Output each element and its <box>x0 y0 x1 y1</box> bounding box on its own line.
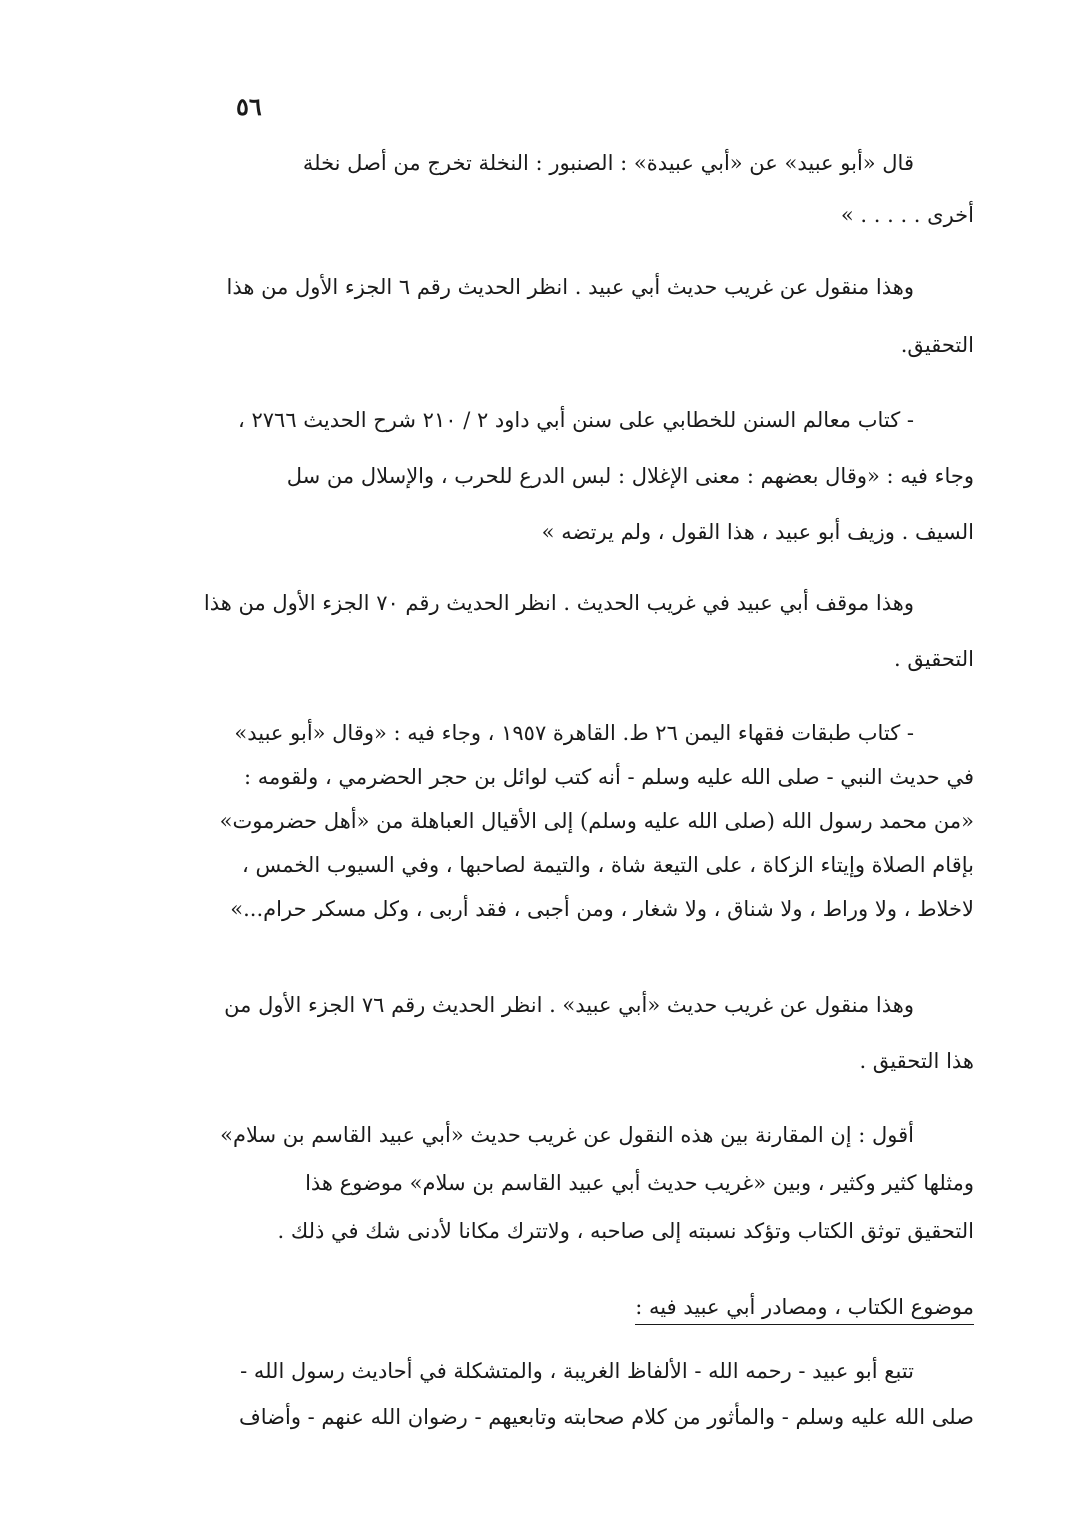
paragraph-line: وجاء فيه : «وقال بعضهم : معنى الإغلال : لبس الدرع للحرب ، والإسلال من سل <box>286 464 974 488</box>
paragraph-line: وهذا موقف أبي عبيد في غريب الحديث . انظر الحديث رقم ٧٠ الجزء الأول من هذا <box>203 591 914 615</box>
paragraph-source-sanabor <box>135 148 974 230</box>
page-number: ٥٦ <box>236 92 262 121</box>
paragraph-conclusion <box>135 1120 974 1246</box>
paragraph-line: وهذا منقول عن غريب حديث «أبي عبيد» . انظر الحديث رقم ٧٦ الجزء الأول من <box>224 993 914 1017</box>
paragraph-line: وهذا منقول عن غريب حديث أبي عبيد . انظر الحديث رقم ٦ الجزء الأول من هذا <box>226 275 914 299</box>
paragraph-line: هذا التحقيق . <box>859 1049 974 1073</box>
paragraph-line: ومثلها كثير وكثير ، وبين «غريب حديث أبي عبيد القاسم بن سلام» موضوع هذا <box>305 1171 974 1195</box>
paragraph-line: في حديث النبي - صلى الله عليه وسلم - أنه كتب لوائل بن حجر الحضرمي ، ولقومه : <box>244 765 974 789</box>
paragraph-tabaqat-fuqaha <box>135 718 974 924</box>
paragraph-citation-3 <box>135 990 974 1076</box>
paragraph-line: لاخلاط ، ولا وراط ، ولا شناق ، ولا شغار ، ومن أجبى ، فقد أربى ، وكل مسكر حرام...» <box>230 897 974 921</box>
paragraph-line: التحقيق . <box>894 647 974 671</box>
section-heading: موضوع الكتاب ، ومصادر أبي عبيد فيه : <box>635 1292 974 1325</box>
paragraph-line: بإقام الصلاة وإيتاء الزكاة ، على التيعة شاة ، والتيمة لصاحبها ، وفي السيوب الخمس ، <box>242 853 974 877</box>
paragraph-line: صلى الله عليه وسلم - والمأثور من كلام صحابته وتابعيهم - رضوان الله عنهم - وأضاف <box>239 1405 974 1429</box>
paragraph-citation-1 <box>135 272 974 360</box>
paragraph-line: «من محمد رسول الله (صلى الله عليه وسلم) إلى الأقيال العباهلة من «أهل حضرموت» <box>219 809 974 833</box>
paragraph-line: السيف . وزيف أبو عبيد ، هذا القول ، ولم يرتضه » <box>541 520 974 544</box>
paragraph-line: تتبع أبو عبيد - رحمه الله - الألفاظ الغريبة ، والمتشكلة في أحاديث رسول الله - <box>240 1359 914 1383</box>
paragraph-line: التحقيق توثق الكتاب وتؤكد نسبته إلى صاحبه ، ولاتترك مكانا لأدنى شك في ذلك . <box>277 1219 974 1243</box>
paragraph-line: أخرى . . . . . » <box>840 203 974 227</box>
paragraph-line: - كتاب معالم السنن للخطابي على سنن أبي داود ٢ / ٢١٠ شرح الحديث ٢٧٦٦ ، <box>238 408 914 432</box>
paragraph-line: - كتاب طبقات فقهاء اليمن ٢٦ ط. القاهرة ١٩٥٧ ، وجاء فيه : «وقال «أبو عبيد» <box>234 721 914 745</box>
paragraph-line: التحقيق. <box>900 333 974 357</box>
paragraph-line: قال «أبو عبيد» عن «أبي عبيدة» : الصنبور : النخلة تخرج من أصل نخلة <box>302 151 914 175</box>
paragraph-section-body <box>135 1356 974 1432</box>
paragraph-citation-2 <box>135 588 974 674</box>
paragraph-line: أقول : إن المقارنة بين هذه النقول عن غريب حديث «أبي عبيد القاسم بن سلام» <box>220 1123 914 1147</box>
paragraph-maalim-sunan <box>135 405 974 547</box>
